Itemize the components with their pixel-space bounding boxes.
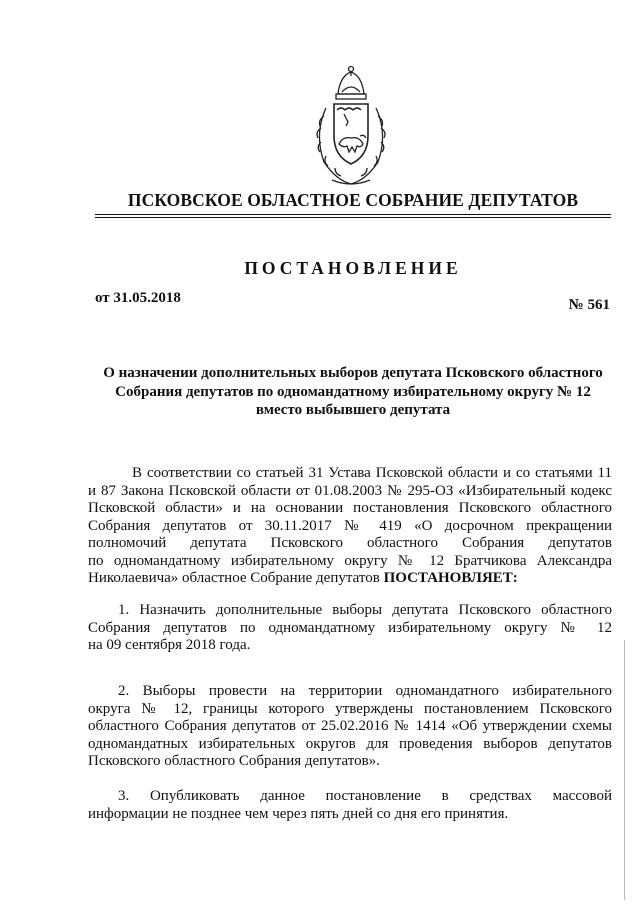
- scan-edge-line: [624, 640, 625, 900]
- preamble-line: В соответствии со статьей 31 Устава Псковской области и со статьями 11: [132, 465, 612, 481]
- subject-line: Собрания депутатов по одномандатному избирательному округу № 12: [115, 383, 591, 400]
- item-line: информации не позднее чем через пять дней со дня его принятия.: [88, 805, 509, 822]
- preamble-line: Псковской области» и на основании постановления Псковского областного: [88, 500, 612, 516]
- resolution-item-2: [88, 683, 612, 771]
- subject-line: вместо выбывшего депутата: [255, 402, 451, 418]
- preamble-paragraph: [88, 465, 612, 588]
- resolution-item-1: [88, 602, 612, 655]
- subject-line: О назначении дополнительных выборов депутата Псковского областного: [103, 365, 603, 381]
- item-line: областного Собрания депутатов от 25.02.2016 № 1414 «Об утверждении схемы: [88, 718, 612, 734]
- preamble-line: и 87 Закона Псковской области от 01.08.2003 № 295-ОЗ «Избирательный кодекс: [88, 482, 612, 499]
- resolution-item-3: [88, 788, 612, 823]
- preamble-last-line: [88, 570, 612, 588]
- item-line: Собрания депутатов по одномандатному избирательному округу № 12: [88, 619, 612, 636]
- document-type-title: ПОСТАНОВЛЕНИЕ: [244, 258, 462, 278]
- resolves-keyword: ПОСТАНОВЛЯЕТ:: [383, 570, 518, 586]
- document-number: № 561: [568, 297, 610, 313]
- item-line: 2. Выборы провести на территории одномандатного избирательного: [118, 683, 612, 699]
- coat-of-arms-icon: [302, 64, 400, 190]
- preamble-line: Николаевича» областное Собрание депутатов: [88, 570, 380, 586]
- document-subject: [95, 364, 611, 420]
- organization-title: ПСКОВСКОЕ ОБЛАСТНОЕ СОБРАНИЕ ДЕПУТАТОВ: [127, 190, 579, 210]
- preamble-line: Собрания депутатов от 30.11.2017 № 419 «О досрочном прекращении: [88, 517, 612, 534]
- document-date: от 31.05.2018: [95, 290, 181, 306]
- item-line: Псковского областного Собрания депутатов».: [88, 753, 380, 769]
- item-line: округа № 12, границы которого утверждены постановлением Псковского: [88, 700, 612, 717]
- header-divider: [95, 214, 611, 218]
- item-line: 3. Опубликовать данное постановление в средствах массовой: [118, 788, 612, 804]
- item-line: на 09 сентября 2018 года.: [88, 637, 251, 653]
- item-line: 1. Назначить дополнительные выборы депутата Псковского областного: [118, 602, 612, 618]
- preamble-line: по одномандатному избирательному округу № 12 Братчикова Александра: [88, 552, 612, 569]
- item-line: одномандатных избирательных округов для проведения выборов депутатов: [88, 735, 612, 752]
- preamble-line: полномочий депутата Псковского областного Собрания депутатов: [88, 535, 612, 551]
